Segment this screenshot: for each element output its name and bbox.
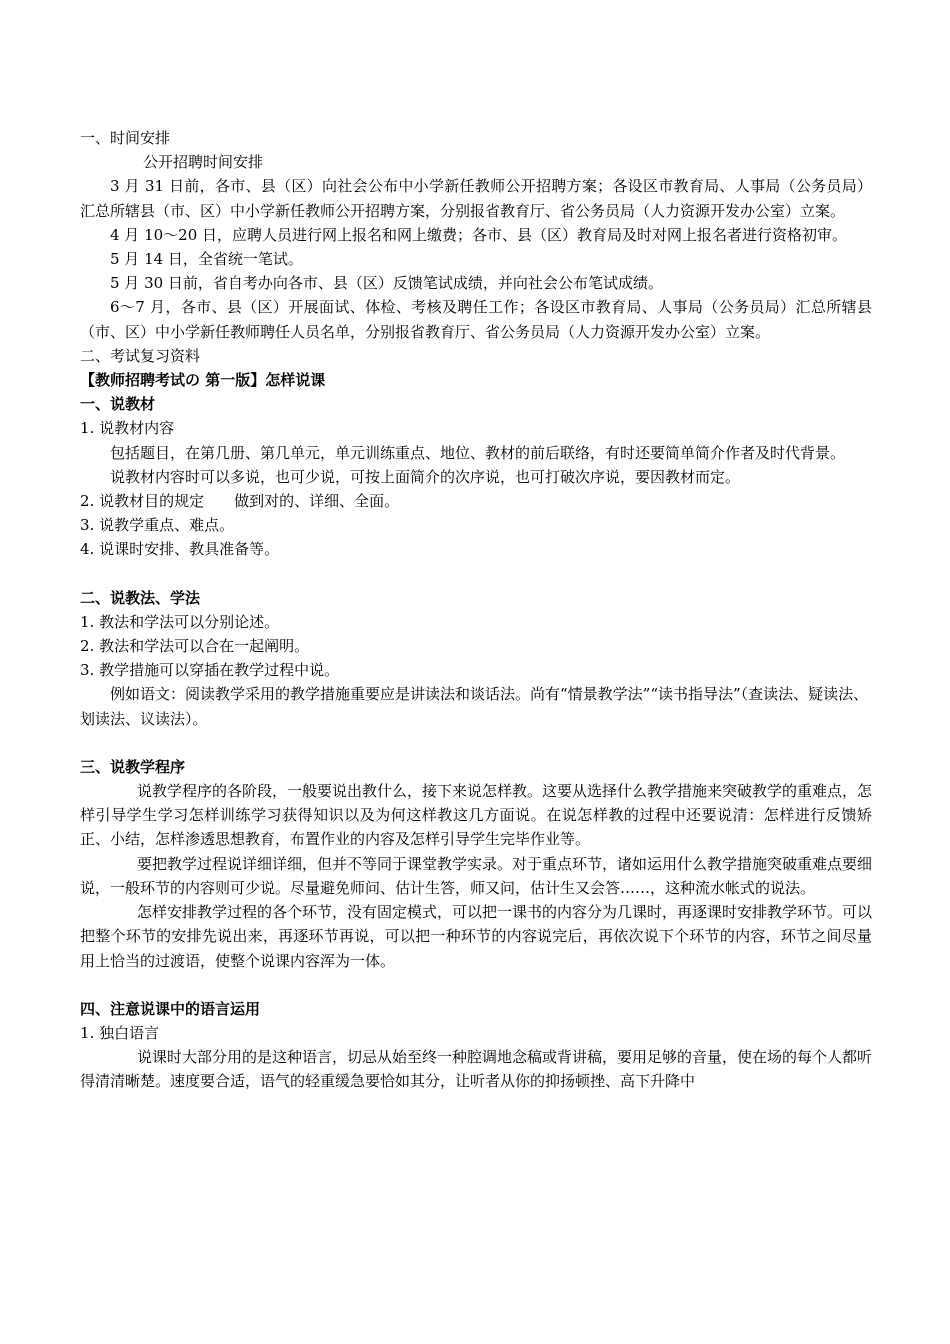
part-heading: 二、说教法、学法 [80,588,201,607]
schedule-subtitle: 公开招聘时间安排 [143,153,264,172]
blank-line [80,731,872,755]
schedule-paragraph: 4 月 10～20 日，应聘人员进行网上报名和网上缴费；各市、县（区）教育局及时对网上报名者进行资格初审。 [110,225,848,244]
schedule-paragraph: 5 月 14 日，全省统一笔试。 [110,250,303,269]
body-paragraph: 说教材内容时可以多说，也可少说，可按上面简介的次序说，也可打破次序说，要因教材而定。 [110,467,741,486]
part-heading: 三、说教学程序 [80,757,186,776]
body-paragraph: 怎样安排教学过程的各个环节，没有固定模式，可以把一课书的内容分为几课时，再逐课时安排教学环节。可以把整个环节的安排先说出来，再逐环节再说，可以把一种环节的内容说完后，再依次说下个环节的内容，环节之间尽量用上恰当的过渡语，使整个说课内容浑为一体。 [80,903,873,970]
blank-line [80,562,872,586]
section-heading-materials: 二、考试复习资料 [80,346,201,365]
schedule-paragraph: 5 月 30 日前，省自考办向各市、县（区）反馈笔试成绩，并向社会公布笔试成绩。 [110,274,663,293]
schedule-paragraph: 6～7 月，各市、县（区）开展面试、体检、考核及聘任工作；各设区市教育局、人事局（公务员局）汇总所辖县（市、区）中小学新任教师聘任人员名单，分别报省教育厅、省公务员局（人力资源开发办公室）立案。 [80,298,872,341]
article-title: 【教师招聘考试の 第一版】怎样说课 [80,371,326,390]
list-item: 1. 独白语言 [80,1023,160,1042]
blank-line [80,973,872,997]
list-item: 3. 说教学重点、难点。 [80,516,235,535]
list-item: 1. 说教材内容 [80,419,175,438]
body-paragraph: 包括题目，在第几册、第几单元，单元训练重点、地位、教材的前后联络，有时还要简单简介作者及时代背景。 [110,443,846,462]
list-item: 1. 教法和学法可以分别论述。 [80,612,280,631]
list-item: 2. 说教材目的规定 做到对的、详细、全面。 [80,492,400,511]
document-page [80,126,872,1094]
body-paragraph: 说教学程序的各阶段，一般要说出教什么，接下来说怎样教。这要从选择什么教学措施来突破教学的重难点，怎样引导学生学习怎样训练学习获得知识以及为何这样教这几方面说。在说怎样教的过程中还要说清：怎样进行反馈矫正、小结，怎样渗透思想教育，布置作业的内容及怎样引导学生完毕作业等。 [80,782,873,849]
body-paragraph: 例如语文：阅读教学采用的教学措施重要应是讲读法和谈话法。尚有“情景教学法”“读书指导法”（查读法、疑读法、划读法、议读法）。 [80,685,869,728]
part-heading: 一、说教材 [80,395,156,414]
body-paragraph: 要把教学过程说详细详细，但并不等同于课堂教学实录。对于重点环节，诸如运用什么教学措施突破重难点要细说，一般环节的内容则可少说。尽量避免师问、估计生答，师又问，估计生又会答……，这种流水帐式的说法。 [80,854,873,897]
list-item: 3. 教学措施可以穿插在教学过程中说。 [80,661,340,680]
list-item: 2. 教法和学法可以合在一起阐明。 [80,637,310,656]
list-item: 4. 说课时安排、教具准备等。 [80,540,280,559]
section-heading-schedule: 一、时间安排 [80,129,171,147]
body-paragraph: 说课时大部分用的是这种语言，切忌从始至终一种腔调地念稿或背讲稿，要用足够的音量，使在场的每个人都听得清清晰楚。速度要合适，语气的轻重缓急要恰如其分，让听者从你的抑扬顿挫、高下升降中 [80,1048,873,1091]
schedule-paragraph: 3 月 31 日前，各市、县（区）向社会公布中小学新任教师公开招聘方案；各设区市教育局、人事局（公务员局）汇总所辖县（市、区）中小学新任教师公开招聘方案，分别报省教育厅、省公务员局（人力资源开发办公室）立案。 [80,177,872,220]
part-heading: 四、注意说课中的语言运用 [80,999,261,1018]
